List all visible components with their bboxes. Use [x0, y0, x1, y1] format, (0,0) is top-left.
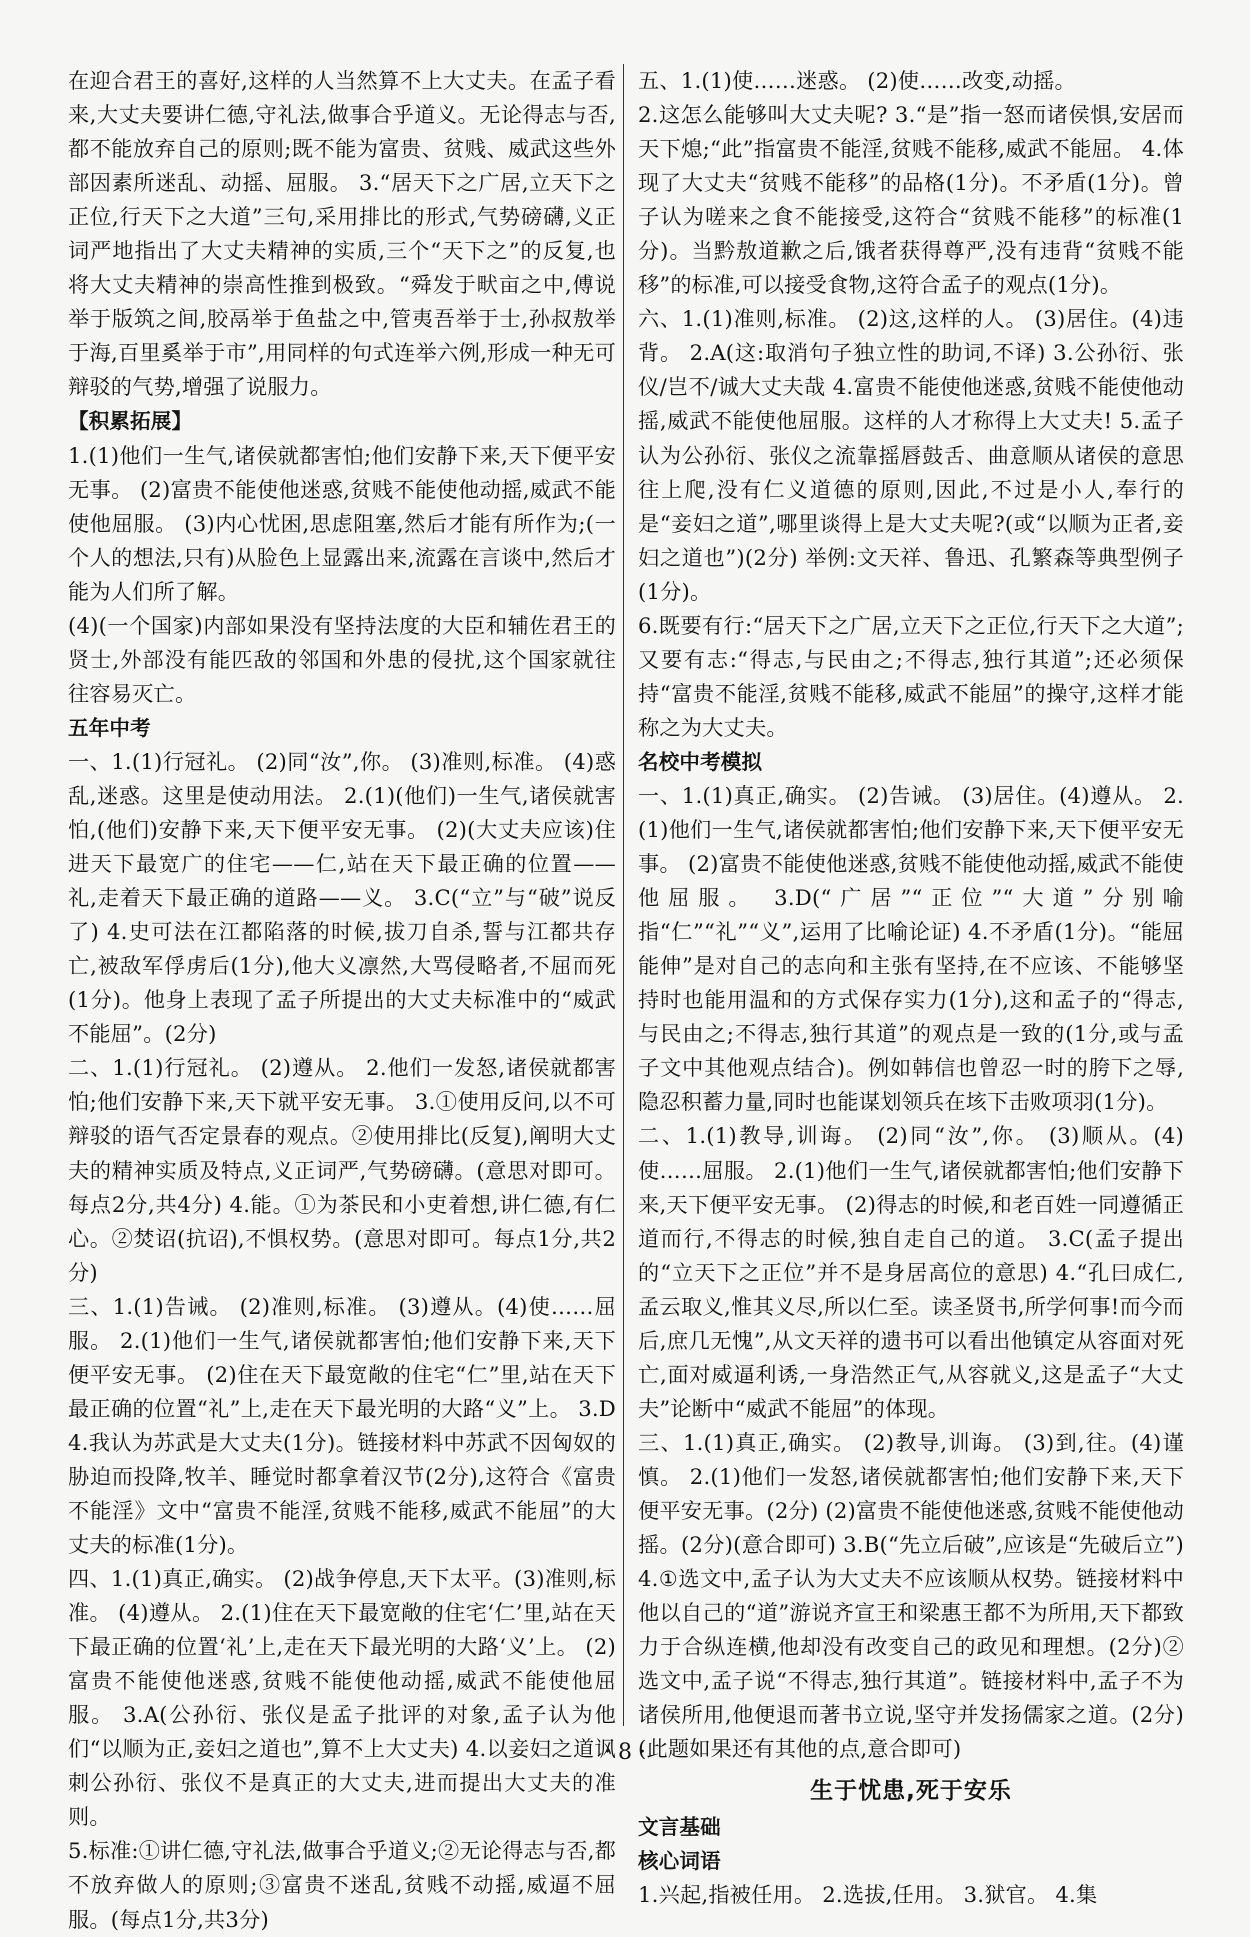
section-heading: 【积累拓展】: [68, 409, 193, 434]
section-heading: 五年中考: [68, 715, 151, 740]
left-column: [68, 64, 616, 1937]
answer-paragraph: 6.既要有行:“居天下之广居,立天下之正位,行天下之大道”;又要有志:“得志,与民由之;不得志,独行其道”;还必须保持“富贵不能淫,贫贱不能移,威武不能屈”的操守,这样才能称之为大丈夫。: [638, 612, 1184, 740]
answer-paragraph: 2.这怎么能够叫大丈夫呢? 3.“是”指一怒而诸侯惧,安居而天下熄;“此”指富贵不能淫,贫贱不能移,威武不能屈。 4.体现了大丈夫“贫贱不能移”的品格(1分)。不矛盾(1分)。曾子认为嗟来之食不能接受,这符合“贫贱不能移”的标准(1分)。当黔敖道歉之后,饿者获得尊严,没有违背“贫贱不能移”的标准,可以接受食物,这符合孟子的观点(1分)。: [638, 102, 1184, 298]
answer-paragraph: 三、1.(1)告诫。 (2)准则,标准。 (3)遵从。(4)使……屈服。 2.(1)他们一生气,诸侯就都害怕;他们安静下来,天下便平安无事。 (2)住在天下最宽敞的住宅“仁”里,站在天下最正确的位置“礼”上,走在天下最光明的大路“义”上。 3.D 4.我认为苏武是大丈夫(1分)。链接材料中苏武不因匈奴的胁迫而投降,牧羊、睡觉时都拿着汉节(2分),这符合《富贵不能淫》文中“富贵不能淫,贫贱不能移,威武不能屈”的大丈夫的标准(1分)。: [68, 1293, 616, 1558]
column-divider: [623, 64, 624, 1726]
section-heading: 文言基础: [638, 1815, 721, 1840]
answer-paragraph: 六、1.(1)准则,标准。 (2)这,这样的人。 (3)居住。(4)违背。 2.A(这:取消句子独立性的助词,不译) 3.公孙衍、张仪/岂不/诚大丈夫哉 4.富贵不能使他迷惑,贫贱不能使他动摇,威武不能使他屈服。这样的人才称得上大丈夫! 5.孟子认为公孙衍、张仪之流靠摇唇鼓舌、曲意顺从诸侯的意思往上爬,没有仁义道德的原则,因此,不过是小人,奉行的是“妾妇之道”,哪里谈得上是大丈夫呢?(或“以顺为正者,妾妇之道也”)(2分) 举例:文天祥、鲁迅、孔繁森等典型例子(1分)。: [638, 306, 1184, 604]
lesson-title: 生于忧患,死于安乐: [810, 1778, 1012, 1805]
answer-paragraph: 三、1.(1)真正,确实。 (2)教导,训诲。 (3)到,往。(4)谨慎。 2.(1)他们一发怒,诸侯就都害怕;他们安静下来,天下便平安无事。(2分) (2)富贵不能使他迷惑,贫贱不能使他动摇。(2分)(意合即可) 3.B(“先立后破”,应该是“先破后立”) 4.①选文中,孟子认为大丈夫不应该顺从权势。链接材料中他以自己的“道”游说齐宣王和梁惠王都不为所用,天下都致力于合纵连横,他却没有改变自己的政见和理想。(2分)②选文中,孟子说“不得志,独行其道”。链接材料中,孟子不为诸侯所用,他便退而著书立说,坚守并发扬儒家之道。(2分)(此题如果还有其他的点,意合即可): [638, 1429, 1184, 1762]
right-column: [638, 64, 1184, 1913]
answer-paragraph: (4)(一个国家)内部如果没有坚持法度的大臣和辅佐君王的贤士,外部没有能匹敌的邻国和外患的侵扰,这个国家就往往容易灭亡。: [68, 612, 616, 706]
answer-paragraph: 1.兴起,指被任用。 2.选拔,任用。 3.狱官。 4.集: [638, 1882, 1098, 1908]
answer-paragraph: 5.标准:①讲仁德,守礼法,做事合乎道义;②无论得志与否,都不放弃做人的原则;③富贵不迷乱,贫贱不动摇,威逼不屈服。(每点1分,共3分): [68, 1838, 617, 1932]
answer-paragraph: 五、1.(1)使……迷惑。 (2)使……改变,动摇。: [638, 68, 1076, 93]
section-heading: 核心词语: [638, 1849, 721, 1874]
answer-paragraph: 在迎合君王的喜好,这样的人当然算不上大丈夫。在孟子看来,大丈夫要讲仁德,守礼法,做事合乎道义。无论得志与否,都不能放弃自己的原则;既不能为富贵、贫贱、威武这些外部因素所迷乱、动摇、屈服。 3.“居天下之广居,立天下之正位,行天下之大道”三句,采用排比的形式,气势磅礴,义正词严地指出了大丈夫精神的实质,三个“天下之”的反复,也将大丈夫精神的崇高性推到极致。“舜发于畎亩之中,傅说举于版筑之间,胶鬲举于鱼盐之中,管夷吾举于士,孙叔敖举于海,百里奚举于市”,用同样的句式连举六例,形成一种无可辩驳的气势,增强了说服力。: [68, 68, 616, 400]
answer-paragraph: 1.(1)他们一生气,诸侯就都害怕;他们安静下来,天下便平安无事。 (2)富贵不能使他迷惑,贫贱不能使他动摇,威武不能使他屈服。 (3)内心忧困,思虑阻塞,然后才能有所作为;(一个人的想法,只有)从脸色上显露出来,流露在言谈中,然后才能为人们所了解。: [68, 442, 616, 604]
page-number: · 8 ·: [604, 1740, 646, 1765]
answer-paragraph: 二、1.(1)教导,训诲。 (2)同“汝”,你。 (3)顺从。(4)使……屈服。 2.(1)他们一生气,诸侯就都害怕;他们安静下来,天下便平安无事。 (2)得志的时候,和老百姓一同遵循正道而行,不得志的时候,独自走自己的道。 3.C(孟子提出的“立天下之正位”并不是身居高位的意思) 4.“孔曰成仁,孟云取义,惟其义尽,所以仁至。读圣贤书,所学何事!而今而后,庶几无愧”,从文天祥的遗书可以看出他镇定从容面对死亡,面对威逼利诱,一身浩然正气,从容就义,这是孟子“大丈夫”论断中“威武不能屈”的体现。: [638, 1123, 1184, 1421]
answer-paragraph: 四、1.(1)真正,确实。 (2)战争停息,天下太平。(3)准则,标准。 (4)遵从。 2.(1)住在天下最宽敞的住宅‘仁’里,站在天下最正确的位置‘礼’上,走在天下最光明的大路‘义’上。 (2)富贵不能使他迷惑,贫贱不能使他动摇,威武不能使他屈服。 3.A(公孙衍、张仪是孟子批评的对象,孟子认为他们“以顺为正,妾妇之道也”,算不上大丈夫) 4.以妾妇之道讽刺公孙衍、张仪不是真正的大丈夫,进而提出大丈夫的准则。: [68, 1566, 616, 1830]
answer-paragraph: 一、1.(1)行冠礼。 (2)同“汝”,你。 (3)准则,标准。 (4)惑乱,迷惑。这里是使动用法。 2.(1)(他们)一生气,诸侯就害怕,(他们)安静下来,天下便平安无事。 (2)(大丈夫应该)住进天下最宽广的住宅——仁,站在天下最正确的位置——礼,走着天下最正确的道路——义。 3.C(“立”与“破”说反了) 4.史可法在江都陷落的时候,拔刀自杀,誓与江都共存亡,被敌军俘虏后(1分),他大义凛然,大骂侵略者,不屈而死(1分)。他身上表现了孟子所提出的大丈夫标准中的“威武不能屈”。(2分): [68, 748, 616, 1047]
answer-paragraph: 一、1.(1)真正,确实。 (2)告诫。 (3)居住。(4)遵从。 2.(1)他们一生气,诸侯就都害怕;他们安静下来,天下便平安无事。 (2)富贵不能使他迷惑,贫贱不能使他动摇,威武不能使他屈服。 3.D(“广居”“正位”“大道”分别喻指“仁”“礼”“义”,运用了比喻论证) 4.不矛盾(1分)。“能屈能伸”是对自己的志向和主张有坚持,在不应该、不能够坚持时也能用温和的方式保存实力(1分),这和孟子的“得志,与民由之;不得志,独行其道”的观点是一致的(1分,或与孟子文中其他观点结合)。例如韩信也曾忍一时的胯下之辱,隐忍积蓄力量,同时也能谋划领兵在垓下击败项羽(1分)。: [638, 782, 1184, 1115]
section-heading: 名校中考模拟: [638, 749, 763, 774]
answer-paragraph: 二、1.(1)行冠礼。 (2)遵从。 2.他们一发怒,诸侯就都害怕;他们安静下来,天下就平安无事。 3.①使用反问,以不可辩驳的语气否定景春的观点。②使用排比(反复),阐明大丈夫的精神实质及特点,义正词严,气势磅礴。(意思对即可。每点2分,共4分) 4.能。①为茶民和小吏着想,讲仁德,有仁心。②焚诏(抗诏),不惧权势。(意思对即可。每点1分,共2分): [68, 1055, 616, 1285]
